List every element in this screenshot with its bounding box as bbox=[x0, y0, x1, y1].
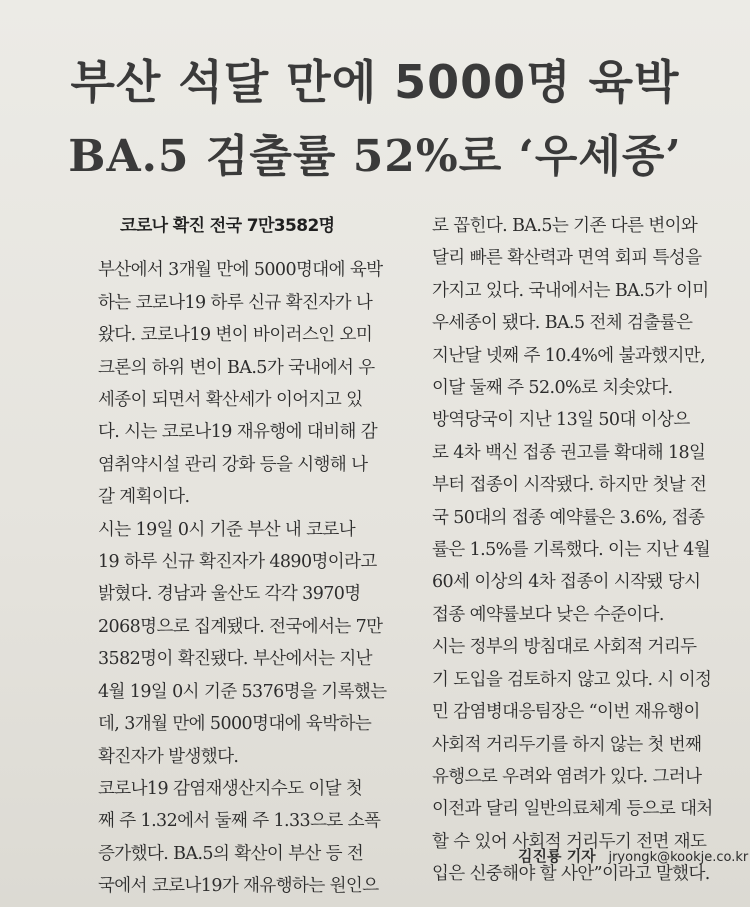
text-line: 로 꼽힌다. BA.5는 기존 다른 변이와 bbox=[432, 216, 698, 236]
text-line: 로 4차 백신 접종 권고를 확대해 18일 bbox=[432, 442, 706, 463]
text-line: 방역당국이 지난 13일 50대 이상으 bbox=[432, 410, 690, 431]
text-line: 왔다. 코로나19 변이 바이러스인 오미 bbox=[98, 325, 373, 346]
text-line: 시는 정부의 방침대로 사회적 거리두 bbox=[432, 637, 697, 658]
byline bbox=[518, 845, 748, 866]
text-line: 기 도입을 검토하지 않고 있다. 시 이정 bbox=[432, 669, 712, 690]
text-line: 크론의 하위 변이 BA.5가 국내에서 우 bbox=[98, 357, 375, 378]
text-line: 증가했다. BA.5의 확산이 부산 등 전 bbox=[98, 843, 364, 864]
reporter-name: 김진룡 기자 bbox=[518, 847, 596, 865]
text-line: 데, 3개월 만에 5000명대에 육박하는 bbox=[98, 714, 372, 735]
text-line: 달리 빠른 확산력과 면역 회피 특성을 bbox=[432, 248, 702, 269]
text-line: 입은 신중해야 할 사안”이라고 말했다. bbox=[432, 864, 710, 885]
text-line: 시는 19일 0시 기준 부산 내 코로나 bbox=[98, 519, 356, 540]
article-column-right bbox=[432, 210, 732, 891]
text-line: 다. 시는 코로나19 재유행에 대비해 감 bbox=[98, 422, 378, 443]
text-line: 갈 계획이다. bbox=[98, 487, 190, 508]
text-line: 접종 예약률보다 낮은 수준이다. bbox=[432, 604, 664, 625]
text-line: 우세종이 됐다. BA.5 전체 검출률은 bbox=[432, 313, 693, 334]
article-column-left bbox=[98, 210, 420, 903]
text-line: 이달 둘째 주 52.0%로 치솟았다. bbox=[432, 378, 673, 399]
text-line: 4월 19일 0시 기준 5376명을 기록했는 bbox=[98, 681, 387, 702]
text-line: 3582명이 확진됐다. 부산에서는 지난 bbox=[98, 649, 372, 670]
headline-line-2: BA.5 검출률 52%로 ‘우세종’ bbox=[68, 131, 682, 182]
headline-line-1: 부산 석달 만에 5000명 육박 bbox=[70, 55, 680, 109]
reporter-email: jryongk@kookje.co.kr bbox=[608, 850, 749, 865]
text-line: 률은 1.5%를 기록했다. 이는 지난 4월 bbox=[432, 540, 711, 561]
text-line: 째 주 1.32에서 둘째 주 1.33으로 소폭 bbox=[98, 811, 381, 832]
text-line: 사회적 거리두기를 하지 않는 첫 번째 bbox=[432, 734, 702, 755]
text-line: 부산에서 3개월 만에 5000명대에 육박 bbox=[98, 260, 383, 281]
text-line: 2068명으로 집계됐다. 전국에서는 7만 bbox=[98, 616, 383, 637]
text-line: 코로나19 감염재생산지수도 이달 첫 bbox=[98, 778, 363, 799]
right-column-body bbox=[432, 210, 732, 891]
text-line: 부터 접종이 시작됐다. 하지만 첫날 전 bbox=[432, 475, 707, 496]
text-line: 19 하루 신규 확진자가 4890명이라고 bbox=[98, 552, 377, 573]
subheadline: 코로나 확진 전국 7만3582명 bbox=[120, 216, 335, 236]
text-line: 국 50대의 접종 예약률은 3.6%, 접종 bbox=[432, 507, 705, 528]
text-line: 유행으로 우려와 염려가 있다. 그러나 bbox=[432, 766, 702, 787]
text-line: 할 수 있어 사회적 거리두기 전면 재도 bbox=[432, 831, 707, 852]
text-line: 밝혔다. 경남과 울산도 각각 3970명 bbox=[98, 584, 361, 605]
text-line: 하는 코로나19 하루 신규 확진자가 나 bbox=[98, 292, 373, 313]
left-column-body bbox=[98, 254, 420, 902]
text-line: 지난달 넷째 주 10.4%에 불과했지만, bbox=[432, 345, 706, 366]
text-line: 염취약시설 관리 강화 등을 시행해 나 bbox=[98, 454, 368, 475]
text-line: 60세 이상의 4차 접종이 시작됐 당시 bbox=[432, 572, 701, 593]
text-line: 세종이 되면서 확산세가 이어지고 있 bbox=[98, 390, 363, 411]
text-line: 가지고 있다. 국내에서는 BA.5가 이미 bbox=[432, 280, 709, 301]
text-line: 확진자가 발생했다. bbox=[98, 746, 239, 767]
text-line: 이전과 달리 일반의료체계 등으로 대처 bbox=[432, 799, 713, 820]
text-line: 민 감염병대응팀장은 “이번 재유행이 bbox=[432, 702, 700, 723]
text-line: 국에서 코로나19가 재유행하는 원인으 bbox=[98, 876, 379, 897]
